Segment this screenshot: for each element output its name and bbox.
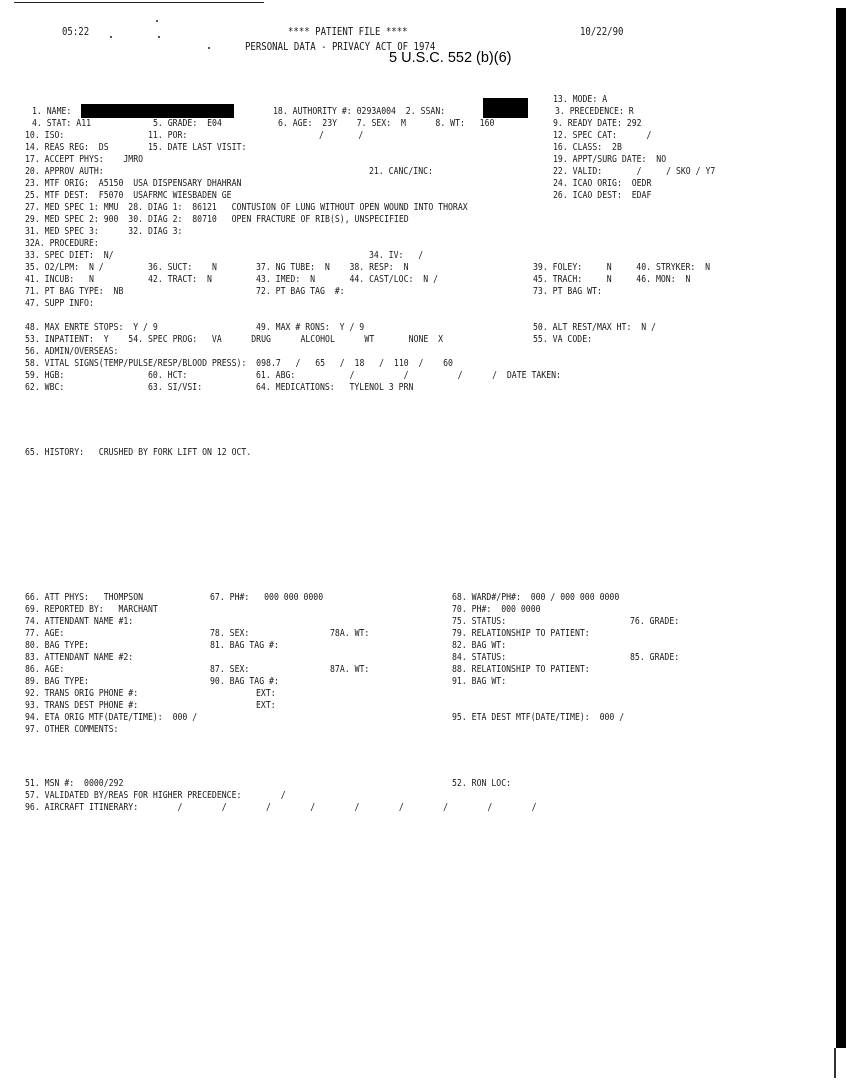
form-field-line: 60. HCT: [148,370,188,381]
form-field-line: 18. AUTHORITY #: 0293A004 2. SSAN: [273,106,446,117]
form-field-line: 10. ISO: [25,130,65,141]
form-field-line: 51. MSN #: 0000/292 [25,778,124,789]
form-field-line: 12. SPEC CAT: / [553,130,652,141]
header-date: 10/22/90 [580,26,624,38]
form-field-line: 56. ADMIN/OVERSEAS: [25,346,119,357]
form-field-line: 32A. PROCEDURE: [25,238,99,249]
form-field-line: 68. WARD#/PH#: 000 / 000 000 0000 [452,592,620,603]
form-field-line: EXT: [256,688,276,699]
top-rule [14,2,264,3]
form-field-line: 81. BAG TAG #: [210,640,279,651]
ssan-redaction [483,98,528,118]
form-field-line: 87. SEX: [210,664,250,675]
form-field-line: 87A. WT: [330,664,370,675]
form-field-line: 78. SEX: [210,628,250,639]
form-field-line: 76. GRADE: [630,616,680,627]
form-field-line: 33. SPEC DIET: N/ [25,250,114,261]
form-field-line: 80. BAG TYPE: [25,640,89,651]
form-field-line: 66. ATT PHYS: THOMPSON [25,592,144,603]
scan-speck [110,36,112,38]
form-field-line: 27. MED SPEC 1: MMU 28. DIAG 1: 86121 CONTUSION OF LUNG WITHOUT OPEN WOUND INTO THORAX [25,202,468,213]
form-field-line: 92. TRANS ORIG PHONE #: [25,688,139,699]
form-field-line: 17. ACCEPT PHYS: JMRO [25,154,144,165]
form-field-line: 89. BAG TYPE: [25,676,89,687]
form-field-line: 36. SUCT: N [148,262,217,273]
form-field-line: 21. CANC/INC: [369,166,433,177]
form-field-line: 67. PH#: 000 000 0000 [210,592,324,603]
form-field-line: 74. ATTENDANT NAME #1: [25,616,134,627]
foia-exemption-stamp: 5 U.S.C. 552 (b)(6) [389,50,512,66]
form-field-line: 78A. WT: [330,628,370,639]
form-field-line: 39. FOLEY: N 40. STRYKER: N [533,262,711,273]
form-field-line: 19. APPT/SURG DATE: NO [553,154,667,165]
form-field-line: 75. STATUS: [452,616,507,627]
form-field-line: 55. VA CODE: [533,334,593,345]
form-field-line: 79. RELATIONSHIP TO PATIENT: [452,628,590,639]
form-field-line: 58. VITAL SIGNS(TEMP/PULSE/RESP/BLOOD PRESS): 098.7 / 65 / 18 / 110 / 60 [25,358,453,369]
header-subtitle: PERSONAL DATA - PRIVACY ACT OF 1974 [245,41,436,53]
scan-edge-tick [834,1048,836,1078]
form-field-line: 93. TRANS DEST PHONE #: [25,700,139,711]
form-field-line: 25. MTF DEST: F5070 USAFRMC WIESBADEN GE [25,190,232,201]
form-field-line: 43. IMED: N 44. CAST/LOC: N / [256,274,438,285]
scan-speck [156,20,158,22]
form-field-line: 14. REAS REG: DS [25,142,109,153]
form-field-line: 84. STATUS: [452,652,507,663]
form-field-line: 5. GRADE: E04 [153,118,222,129]
form-field-line: 82. BAG WT: [452,640,507,651]
form-field-line: 61. ABG: / / / / DATE TAKEN: [256,370,561,381]
form-field-line: 50. ALT REST/MAX HT: N / [533,322,656,333]
form-field-line: 69. REPORTED BY: MARCHANT [25,604,158,615]
form-field-line: 57. VALIDATED BY/REAS FOR HIGHER PRECEDENCE: / [25,790,286,801]
form-field-line: 53. INPATIENT: Y 54. SPEC PROG: VA DRUG ALCOHOL WT NONE X [25,334,444,345]
form-field-line: EXT: [256,700,276,711]
form-field-line: 52. RON LOC: [452,778,512,789]
form-field-line: 13. MODE: A [553,94,608,105]
form-field-line: 97. OTHER COMMENTS: [25,724,119,735]
form-field-line: 65. HISTORY: CRUSHED BY FORK LIFT ON 12 OCT. [25,447,252,458]
form-field-line: 64. MEDICATIONS: TYLENOL 3 PRN [256,382,414,393]
form-field-line: 6. AGE: 23Y 7. SEX: M 8. WT: 160 [278,118,495,129]
form-field-line: 94. ETA ORIG MTF(DATE/TIME): 000 / [25,712,198,723]
form-field-line: 49. MAX # RONS: Y / 9 [256,322,365,333]
form-field-line: 72. PT BAG TAG #: [256,286,345,297]
form-field-line: 77. AGE: [25,628,65,639]
form-field-line: 62. WBC: [25,382,65,393]
form-field-line: 16. CLASS: 2B [553,142,622,153]
form-field-line: 59. HGB: [25,370,65,381]
header-title: **** PATIENT FILE **** [288,26,408,38]
form-field-line: 45. TRACH: N 46. MON: N [533,274,691,285]
scan-speck [158,36,160,38]
form-field-line: 95. ETA DEST MTF(DATE/TIME): 000 / [452,712,625,723]
form-field-line: 37. NG TUBE: N 38. RESP: N [256,262,409,273]
form-field-line: 9. READY DATE: 292 [553,118,642,129]
form-field-line: 96. AIRCRAFT ITINERARY: / / / / / / / / / [25,802,537,813]
form-field-line: 88. RELATIONSHIP TO PATIENT: [452,664,590,675]
form-field-line: 91. BAG WT: [452,676,507,687]
form-field-line: 20. APPROV AUTH: [25,166,104,177]
form-field-line: 90. BAG TAG #: [210,676,279,687]
form-field-line: 34. IV: / [369,250,424,261]
form-field-line: 26. ICAO DEST: EDAF [553,190,652,201]
form-field-line: 15. DATE LAST VISIT: [148,142,247,153]
form-field-line: 1. NAME: [32,106,72,117]
form-field-line: 86. AGE: [25,664,65,675]
name-redaction [81,104,234,118]
scan-speck [208,47,210,49]
scan-edge-bar [836,8,846,1048]
form-field-line: 73. PT BAG WT: [533,286,602,297]
form-field-line: 83. ATTENDANT NAME #2: [25,652,134,663]
header-time: 05:22 [62,26,90,38]
form-field-line: 31. MED SPEC 3: 32. DIAG 3: [25,226,183,237]
form-field-line: / / [319,130,364,141]
form-field-line: 48. MAX ENRTE STOPS: Y / 9 [25,322,158,333]
form-field-line: 35. O2/LPM: N / [25,262,104,273]
form-field-line: 11. POR: [148,130,188,141]
form-field-line: 71. PT BAG TYPE: NB [25,286,124,297]
form-field-line: 85. GRADE: [630,652,680,663]
form-field-line: 47. SUPP INFO: [25,298,94,309]
form-field-line: 22. VALID: / / SKO / Y7 [553,166,716,177]
form-field-line: 63. SI/VSI: [148,382,203,393]
form-field-line: 23. MTF ORIG: A5150 USA DISPENSARY DHAHRAN [25,178,242,189]
form-field-line: 41. INCUB: N [25,274,94,285]
form-field-line: 3. PRECEDENCE: R [555,106,634,117]
form-field-line: 24. ICAO ORIG: OEDR [553,178,652,189]
form-field-line: 4. STAT: A11 [32,118,92,129]
form-field-line: 42. TRACT: N [148,274,212,285]
form-field-line: 29. MED SPEC 2: 900 30. DIAG 2: 80710 OPEN FRACTURE OF RIB(S), UNSPECIFIED [25,214,409,225]
form-field-line: 70. PH#: 000 0000 [452,604,541,615]
